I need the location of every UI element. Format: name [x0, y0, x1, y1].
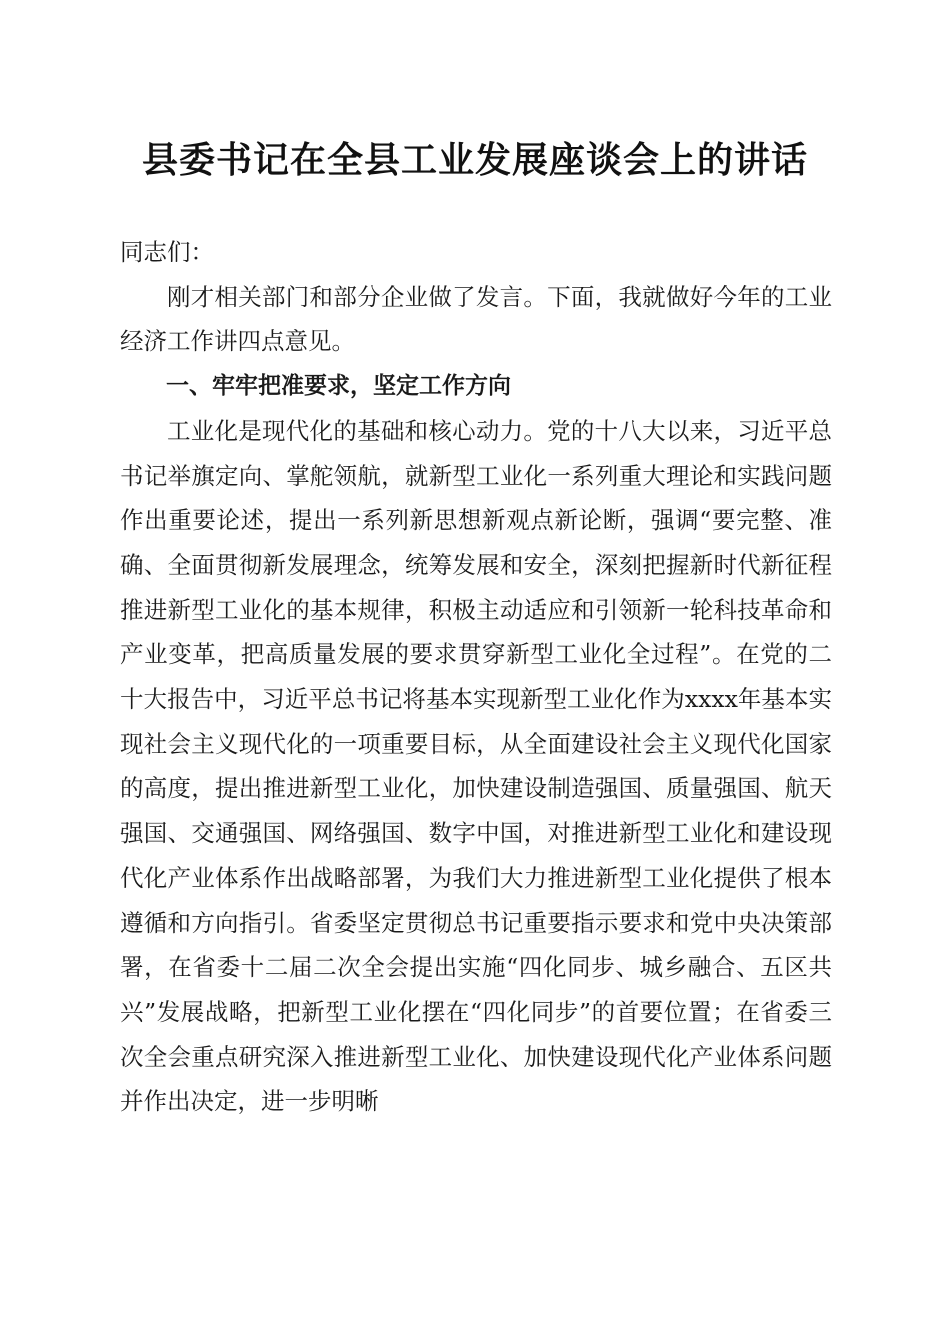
- salutation: 同志们：: [120, 238, 214, 266]
- intro-paragraph: 刚才相关部门和部分企业做了发言。下面，我就做好今年的工业经济工作讲四点意见。: [120, 282, 832, 356]
- section-heading: 一、牢牢把准要求，坚定工作方向: [166, 373, 511, 400]
- document-body: [120, 230, 832, 1124]
- document-title: 县委书记在全县工业发展座谈会上的讲话: [141, 139, 808, 181]
- section-paragraph: 工业化是现代化的基础和核心动力。党的十八大以来，习近平总书记举旗定向、掌舵领航，就新型工业化一系列重大理论和实践问题作出重要论述，提出一系列新思想新观点新论断，强调“要完整、准确、全面贯彻新发展理念，统筹发展和安全，深刻把握新时代新征程推进新型工业化的基本规律，积极主动适应和引领新一轮科技革命和产业变革，把高质量发展的要求贯穿新型工业化全过程”。在党的二十大报告中，习近平总书记将基本实现新型工业化作为xxxx年基本实现社会主义现代化的一项重要目标，从全面建设社会主义现代化国家的高度，提出推进新型工业化，加快建设制造强国、质量强国、航天强国、交通强国、网络强国、数字中国，对推进新型工业化和建设现代化产业体系作出战略部署，为我们大力推进新型工业化提供了根本遵循和方向指引。省委坚定贯彻总书记重要指示要求和党中央决策部署，在省委十二届二次全会提出实施“四化同步、城乡融合、五区共兴”发展战略，把新型工业化摆在“四化同步”的首要位置；在省委三次全会重点研究深入推进新型工业化、加快建设现代化产业体系问题并作出决定，进一步明晰: [120, 416, 832, 1116]
